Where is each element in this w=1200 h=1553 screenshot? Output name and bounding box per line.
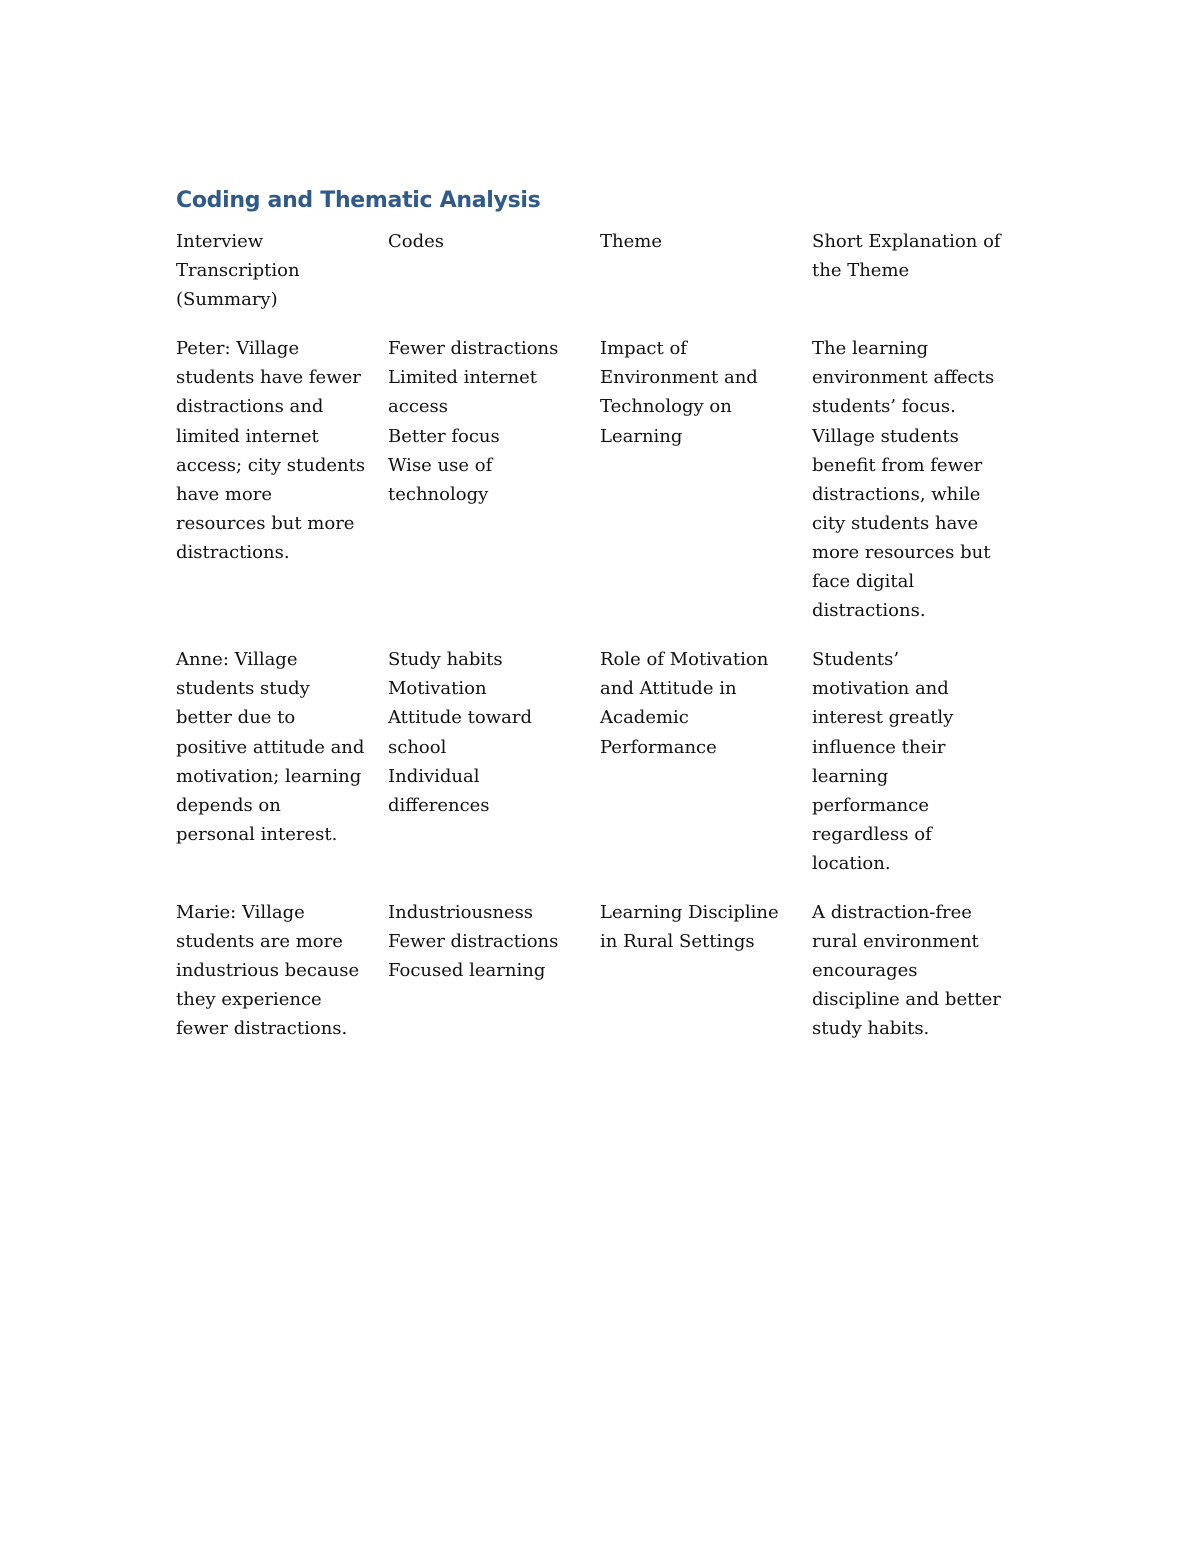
row-marie-transcription: Marie: Village students are more industrious because they experience fewer distractions. (176, 901, 360, 1040)
row-marie-codes: Industriousness Fewer distractions Focused learning (388, 901, 559, 982)
header-theme: Theme (600, 231, 662, 252)
row-anne-theme: Role of Motivation and Attitude in Academic Performance (600, 649, 769, 758)
row-peter-transcription: Peter: Village students have fewer distractions and limited internet access; city students have more resources but more distractions. (176, 338, 366, 563)
header-codes: Codes (388, 231, 445, 252)
row-peter-theme: Impact of Environment and Technology on Learning (600, 338, 758, 447)
row-marie-explanation: A distraction-free rural environment encourages discipline and better study habits. (812, 901, 1001, 1040)
header-interview-transcription: Interview Transcription (Summary) (176, 231, 300, 311)
row-peter-explanation: The learning environment affects students’ focus. Village students benefit from fewer distractions, while city students have more resources but face digital distractions. (812, 338, 995, 622)
section-heading: Coding and Thematic Analysis (176, 188, 541, 213)
coding-table (176, 227, 1016, 1063)
row-anne-transcription: Anne: Village students study better due to positive attitude and motivation; learning depends on personal interest. (176, 649, 365, 845)
row-marie-theme: Learning Discipline in Rural Settings (600, 901, 779, 953)
row-anne-codes: Study habits Motivation Attitude toward school Individual differences (388, 649, 532, 816)
row-anne-explanation: Students’ motivation and interest greatly influence their learning performance regardless of location. (812, 649, 954, 874)
header-short-explanation: Short Explanation of the Theme (812, 231, 1001, 282)
row-peter-codes: Fewer distractions Limited internet access Better focus Wise use of technology (388, 338, 559, 505)
